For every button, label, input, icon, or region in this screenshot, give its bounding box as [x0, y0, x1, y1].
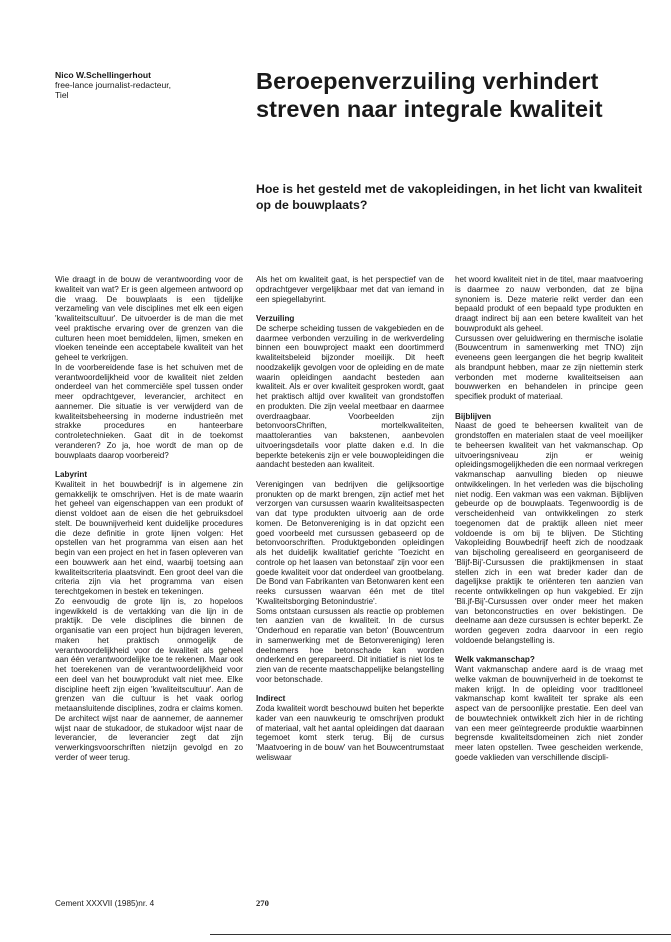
section-heading: Verzuiling: [256, 314, 295, 323]
paragraph: Wie draagt in de bouw de verantwoording voor de kwaliteit van wat? Er is geen algemeen antwoord op die vraag. De bouwplaats is een tijdelijke verzameling van vele disciplines met elk een eigen 'kwaliteitscultuur'. De uitvoerder is de man die met veel praktische ervaring over de grenzen van die culturen heen moet bemiddelen, lijmen, smeken en vloeken teneinde een acceptabele kwaliteit van het geheel te verkrijgen.: [55, 275, 243, 362]
journal-citation: Cement XXXVII (1985)nr. 4: [55, 899, 155, 908]
paragraph: Soms ontstaan cursussen als reactie op problemen ten aanzien van de kwaliteit. In de cursus 'Onderhoud en reparatie van beton' (Bouwcentrum in samenwerking met de Betonvereniging) leren deelnemers hoe betonschade kan worden onderkend en gerepareerd. Dit initiatief is niet los te zien van de recente maatschappelijke belangstelling voor betonschade.: [256, 606, 444, 684]
paragraph: De scherpe scheiding tussen de vakgebieden en de daarmee verbonden verzuiling in de werkverdeling binnen een bouwproject maakt een doortimmerd kwaliteitsbeleid bijzonder moeilijk. Dit heeft noodzakelijk gevolgen voor de opleiding en de mate waarin opleidingen aandacht besteden aan kwaliteit. Als er over kwaliteit gesproken wordt, gaat het praktisch altijd over kwaliteit van grondstoffen en produkten. Die zijn veelal meetbaar en daarmee overdraagbaar. Voorbeelden zijn betonvoorsChriften, mortelkwaliteiten, maattoleranties van bakstenen, aanbevolen uitvoeringsdetails voor platte daken e.d. In die beperkte betekenis zijn er vele bouwopleidingen die aandacht besteden aan kwaliteit.: [256, 323, 444, 470]
page-number: 270: [256, 898, 269, 908]
text-column-1: [55, 275, 243, 763]
paragraph: In de voorbereidende fase is het schuiven met de verantwoordelijkheid voor de kwaliteit niet zelden onderdeel van het commerciële spel tussen onder meer opdrachtgever, leverancier, architect en aannemer. Die situatie is ver verwijderd van de kwaliteitsbeheersing in moderne industrieën met strakke procedures en hanteerbare controletechnieken. Gaat dit in de toekomst veranderen? Zo ja, hoe wordt de man op de bouwplaats daarop voorbereid?: [55, 362, 243, 460]
paragraph-gap: [55, 460, 243, 470]
author-name: Nico W.Schellingerhout: [55, 70, 151, 80]
text-column-3: [455, 275, 643, 763]
paragraph: Verenigingen van bedrijven die gelijksoortige pronukten op de markt brengen, zijn actief met het verzorgen van cursussen waarin kwaliteitsaspecten van dat type produkten uitvoerig aan de orde komen. De Betonvereniging is in dat opzicht een goed voorbeeld met cursussen gebaseerd op de betonvoorschriften. Produktgebonden opleidingen als het duidelijk kwalitatief gerichte 'Toezicht en controle op het laasen van betonstaal' zijn voor een goede kwaliteit voor dat onderdeel van grootbelang. De Bond van Fabrikanten van Betonwaren kent een reeks cursussen waarvan één met de titel 'Kwaliteitsborging Betonindustrie'.: [256, 479, 444, 606]
text-column-2: [256, 275, 444, 763]
paragraph: Kwaliteit in het bouwbedrijf is in algemene zin gemakkelijk te omschrijven. Het is de mate waarin het geheel van eigenschappen van een produkt of dienst voldoet aan de eisen die het gebruiksdoel stelt. De bouwnijverheid kent duidelijke procedures die deze definitie in grote lijnen volgen: Het opstellen van het programma van eisen aan het begin van een project en het in fasen opleveren van een bouwwerk aan het eind, waarbij toetsing aan kwaliteitscriteria plaatsvindt. Een groot deel van die criteria zijn via het programma van eisen terechtgekomen in bestek en tekeningen.: [55, 479, 243, 596]
paragraph: Zo eenvoudig de grote lijn is, zo hopeloos ingewikkeld is de vertakking van die lijn in de praktijk. De vele disciplines die binnen de organisatie van een project hun bijdragen leveren, maken het praktisch onmogelijk de verantwoordelijkheid voor de kwaliteit als geheel aan één verantwoordelijke toe te rekenen. Maar ook het toerekenen van de verantwoordelijkheid voor een deel van het bouwprodukt valt niet mee. Elke discipline heeft zijn eigen 'kwaliteitscultuur'. Aan de grenzen van die cultuur is het vaak oorlog metaansluitende disciplines, zodra er claims komen. De architect wijst naar de aannemer, de aannemer wijst naar de stukadoor, de stukadoor wijst naar de leverancier, de leverancier zegt dat zijn verwerkingsvoorschriften nietzijn gevolgd en zo verder of weer terug.: [55, 596, 243, 762]
author-block: [55, 70, 245, 101]
paragraph-gap: [256, 685, 444, 695]
paragraph-gap: [256, 304, 444, 314]
paragraph: Cursussen over geluidwering en thermische isolatie (Bouwcentrum in samenwerking met TNO) zijn eveneens geen leergangen die het begrip kwaliteit als brandpunt hebben, maar ze zijn niettemin sterk verbonden met moderne kwaliteitseisen aan bouwwerken en behandelen in principe geen specifiek produkt of materiaal.: [455, 333, 643, 401]
author-city: Tiel: [55, 90, 69, 101]
section-heading: Welk vakmanschap?: [455, 655, 535, 665]
paragraph: Want vakmanschap andere aard is de vraag met welke vakman de bouwnijverheid in de toekomst te maken krijgt. In de opleiding voor tradltloneel vakmanschap komt kwaliteit ter sprake als een aspect van de persoonlijke prestatie. Een deel van de bouwtechniek ontwikkelt zich hier in de richting van een meer geïntegreerde produktie waarbinnen begrensde kwaliteitsdomeinen zich niet zonder meer laten opstellen. Twee gescheiden werkende, goede vaklieden van verschillende discipli-: [455, 665, 643, 762]
section-heading: Labyrint: [55, 470, 88, 479]
paragraph-gap: [455, 402, 643, 412]
article-title: Beroepenverzuiling verhindert streven naar integrale kwaliteit: [256, 68, 603, 122]
paragraph: Zoda kwaliteit wordt beschouwd buiten het beperkte kader van een nauwkeurig te omschrijven produkt of materiaal, valt het aantal opleidingen dat daaraan tegemoet komt sterk terug. Bij de cursus 'Maatvoering in de bouw' van het Bouwcentrumstaat weliswaar: [256, 704, 444, 762]
section-heading: Bijblijven: [455, 411, 492, 421]
paragraph-gap: [256, 470, 444, 480]
section-heading: Indirect: [256, 694, 286, 704]
paragraph: Naast de goed te beheersen kwaliteit van de grondstoffen en materialen staat de veel moeilijker te beheersen kwaliteit van het vakmanschap. Op uitvoeringsniveau zijn er weinig opleidingsmogelijkheden die een normaal verkregen vakmanschap aanvulling bieden op nieuwe ontwikkelingen. In het verleden was die bijscholing niet nodig. Een vakman was een vakman. Bijblijven gebeurde op de bouwplaats. Tegenwoordig is de verscheidenheid van ontwikkelingen zo sterk toegenomen dat de praktijk alleen niet meer voldoende is om bij te blijven. De Stichting Vakopleiding Bouwbedrijf heeft zich de noodzaak van bijscholing gerealiseerd en georganiseerd de 'Blijf-Bij'-Cursussen die praktijkmensen in staat stellen zich in een wat breder kader dan de dagelijkse praktijk te oriënteren ten aanzien van recente ontwikkelingen op hun vakgebied. Er zijn 'Bli.jf-Bij'-Cursussen over onder meer het maken van betonconstructies en over bekistingen. De deelname aan deze cursussen is echter beperkt. Ze worden gegeven zodra daarvoor in een regio voldoende belangstelling is.: [455, 421, 643, 645]
footer-rule: [210, 934, 671, 935]
paragraph: het woord kwaliteit niet in de titel, maar maatvoering is daarmee zo nauw verbonden, dat ze bijna synoniem is. Deze materie reikt verder dan een bepaald produkt of een bepaald type produkten en draagt indirect bij aan een betere kwaliteit van het bouwprodukt als geheel.: [455, 275, 643, 333]
paragraph: Als het om kwaliteit gaat, is het perspectief van de opdrachtgever vergelijkbaar met dat van iemand in een spiegellabyrint.: [256, 275, 444, 304]
article-subtitle: Hoe is het gesteld met de vakopleidingen, in het licht van kwaliteit op de bouwplaats?: [256, 182, 643, 212]
author-role: free-lance journalist-redacteur,: [55, 80, 172, 91]
paragraph-gap: [455, 646, 643, 656]
